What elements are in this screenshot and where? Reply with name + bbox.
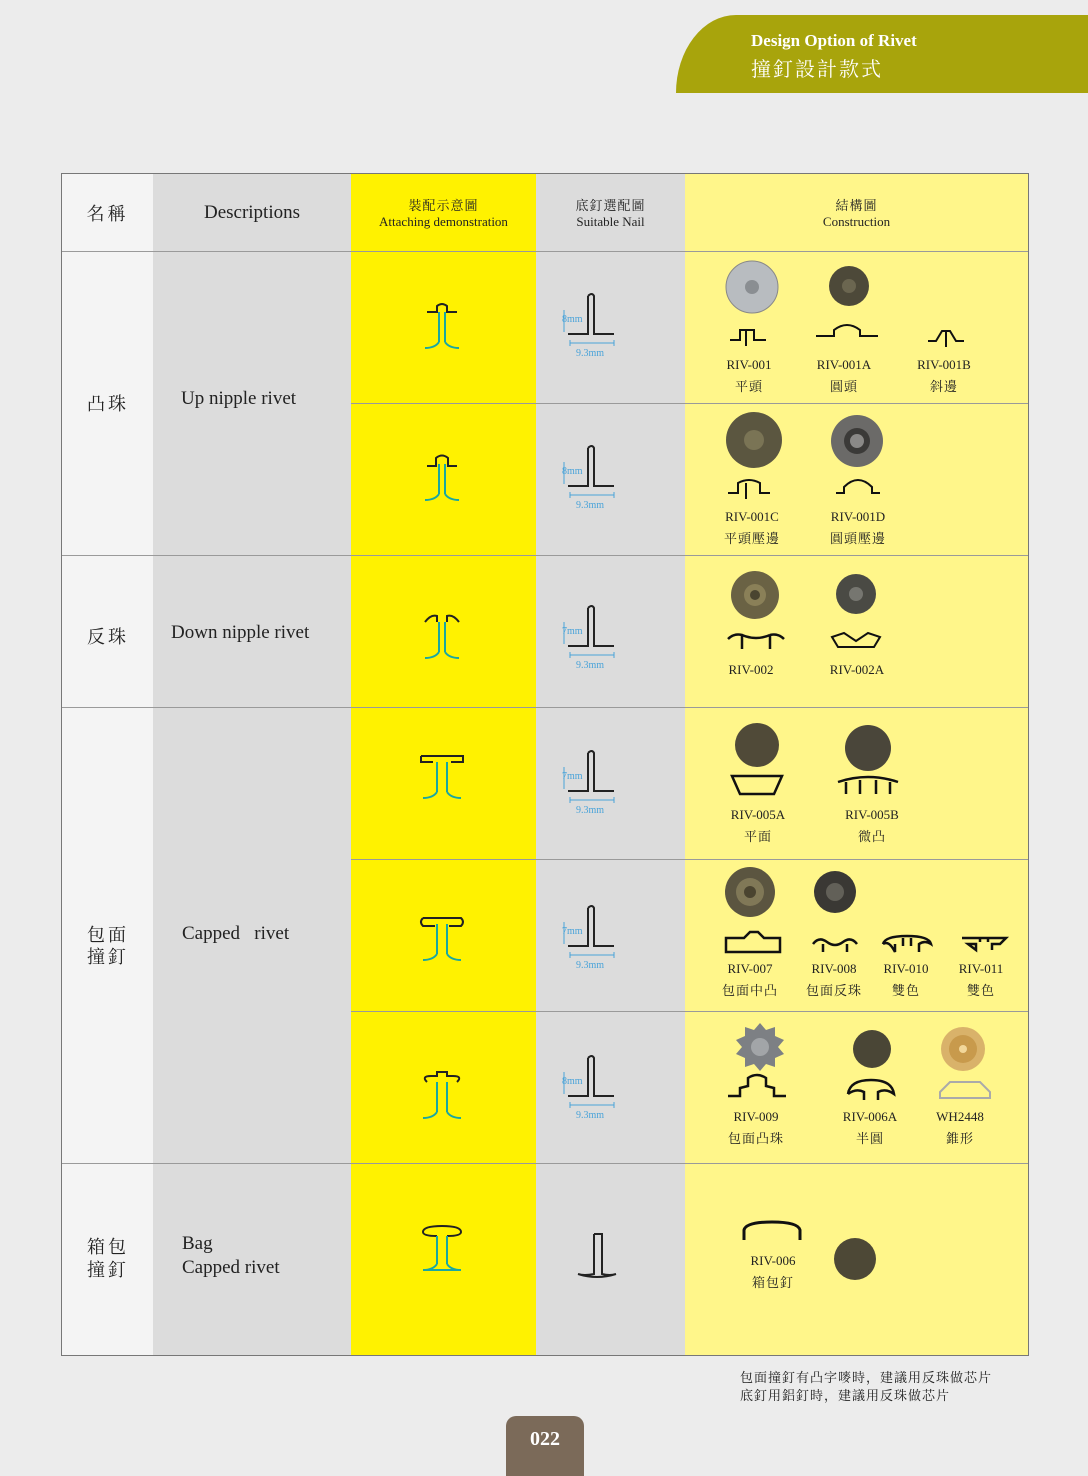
rivet-photo-riv-001d (830, 414, 884, 468)
header-attaching-zh: 裝配示意圖 (408, 199, 479, 214)
header-construction-en: Construction (822, 214, 891, 229)
rivet-photo-riv-002 (730, 570, 780, 620)
group-divider (62, 707, 1028, 708)
group-up-nipple-en: Up nipple rivet (181, 388, 297, 409)
rivet-photo-riv-002a (835, 573, 877, 615)
attach-diagram-7 (417, 1224, 467, 1274)
nail-width: 9.3mm (576, 805, 605, 816)
item-sub: 包面中凸 (721, 984, 778, 999)
item-code: RIV-006A (842, 1109, 898, 1124)
attach-diagram-3 (417, 612, 467, 660)
group-capped-zh1: 包面 (87, 925, 129, 946)
note-line: 包面撞釘有凸字嘜時，建議用反珠做芯片 (740, 1371, 993, 1386)
item-sub: 包面凸珠 (727, 1132, 784, 1147)
item-code: RIV-002A (829, 662, 885, 677)
rivet-photo-riv-001a (828, 265, 870, 307)
header-nail (536, 174, 685, 251)
group-divider (62, 1163, 1028, 1164)
rivet-photo-riv-006 (833, 1237, 877, 1281)
profile-riv-002 (726, 631, 786, 653)
header-attaching-en: Attaching demonstration (379, 214, 508, 229)
title-banner (676, 15, 1088, 93)
item-sub: 箱包釘 (751, 1276, 794, 1291)
header-construction (685, 174, 1028, 251)
item-sub: 圓頭 (829, 380, 858, 395)
group-capped-en: Capped rivet (182, 923, 290, 944)
item-code: RIV-009 (733, 1109, 779, 1124)
item-sub: 平頭壓邊 (723, 532, 780, 547)
item-sub: 平頭 (734, 380, 763, 395)
note-line: 底釘用鋁釘時，建議用反珠做芯片 (740, 1389, 951, 1404)
header-nail-en: Suitable Nail (576, 214, 645, 229)
rivet-photo-riv-009 (735, 1022, 785, 1072)
profile-riv-010 (881, 934, 933, 954)
header-construction-zh: 結構圖 (835, 199, 878, 214)
title-zh: 撞釘設計款式 (751, 57, 883, 81)
profile-riv-011 (960, 934, 1008, 954)
group-bag-en1: Bag (182, 1233, 213, 1254)
item-code: RIV-011 (958, 961, 1004, 976)
attach-diagram-4 (417, 752, 467, 800)
profile-riv-009 (726, 1072, 788, 1100)
group-down-nipple-en: Down nipple rivet (171, 622, 310, 643)
nail-width: 9.3mm (576, 500, 605, 511)
item-code: RIV-001 (726, 357, 772, 372)
nail-diagram (560, 749, 630, 819)
nail-width: 9.3mm (576, 348, 605, 359)
header-attaching (351, 174, 536, 251)
item-sub: 微凸 (857, 830, 886, 845)
nail-width: 9.3mm (576, 660, 605, 671)
item-sub: 雙色 (891, 984, 920, 999)
rivet-photo-riv-001 (725, 260, 779, 314)
item-sub: 平面 (743, 830, 772, 845)
item-code: WH2448 (936, 1109, 984, 1124)
group-bag-zh1: 箱包 (87, 1237, 129, 1258)
row-divider (351, 1011, 1028, 1012)
group-bag-zh2: 撞釘 (87, 1260, 129, 1281)
col-name (62, 174, 153, 1355)
row-divider (351, 403, 1028, 404)
profile-riv-001a (814, 322, 880, 342)
nail-height: 7mm (562, 626, 583, 637)
nail-diagram (560, 604, 630, 674)
nail-height: 7mm (562, 771, 583, 782)
profile-riv-002a (830, 631, 882, 653)
item-sub: 錐形 (945, 1132, 974, 1147)
item-code: RIV-001C (725, 509, 779, 524)
group-divider (62, 555, 1028, 556)
rivet-photo-riv-001c (725, 411, 783, 469)
nail-height: 8mm (562, 1076, 583, 1087)
header-name-text: 名稱 (86, 203, 129, 225)
nail-height: 8mm (562, 314, 583, 325)
attach-diagram-6 (417, 1072, 467, 1120)
profile-riv-006a (846, 1078, 896, 1102)
rivet-photo-wh2448 (940, 1026, 986, 1072)
profile-riv-001b (926, 327, 966, 347)
item-code: RIV-001D (830, 509, 886, 524)
profile-riv-007 (724, 930, 782, 954)
item-code: RIV-001B (917, 357, 971, 372)
item-code: RIV-001A (816, 357, 872, 372)
nail-diagram (560, 292, 630, 362)
attach-diagram-5 (417, 914, 467, 962)
group-capped-zh2: 撞釘 (87, 947, 129, 968)
header-descriptions (153, 174, 351, 251)
nail-width: 9.3mm (576, 960, 605, 971)
nail-width: 9.3mm (576, 1110, 605, 1121)
profile-riv-001d (834, 477, 882, 499)
header-nail-zh: 底釘選配圖 (575, 199, 646, 214)
profile-riv-005a (730, 774, 784, 798)
nail-height: 7mm (562, 926, 583, 937)
nail-diagram-bag (572, 1230, 632, 1290)
profile-riv-005b (836, 774, 900, 798)
attach-diagram-1 (417, 302, 467, 350)
item-code: RIV-006 (750, 1253, 796, 1268)
rivet-photo-riv-006a (852, 1029, 892, 1069)
profile-riv-001 (728, 326, 768, 346)
profile-riv-006 (742, 1220, 802, 1244)
notes (740, 1370, 992, 1406)
item-sub: 包面反珠 (805, 984, 862, 999)
item-sub: 圓頭壓邊 (829, 532, 886, 547)
group-bag-en2: Capped rivet (182, 1257, 280, 1278)
item-code: RIV-005A (730, 807, 786, 822)
header-name (62, 174, 153, 251)
item-sub: 雙色 (966, 984, 995, 999)
rivet-table (61, 173, 1029, 1356)
item-code: RIV-008 (811, 961, 857, 976)
profile-wh2448 (938, 1080, 992, 1100)
nail-diagram (560, 444, 630, 514)
nail-height: 8mm (562, 466, 583, 477)
profile-riv-008 (811, 936, 859, 954)
item-code: RIV-010 (883, 961, 929, 976)
col-descriptions (153, 174, 351, 1355)
rivet-photo-riv-007 (724, 866, 776, 918)
group-up-nipple-zh: 凸珠 (87, 394, 129, 415)
nail-diagram (560, 1054, 630, 1124)
group-down-nipple-zh: 反珠 (87, 627, 129, 648)
item-sub: 半圓 (855, 1132, 884, 1147)
header-divider (62, 251, 1028, 252)
header-descriptions-text: Descriptions (203, 201, 301, 223)
rivet-photo-riv-005b (844, 724, 892, 772)
item-code: RIV-005B (845, 807, 899, 822)
attach-diagram-2 (417, 454, 467, 502)
title-en: Design Option of Rivet (751, 31, 917, 50)
profile-riv-001c (726, 477, 772, 499)
rivet-photo-riv-005a (734, 722, 780, 768)
item-code: RIV-007 (727, 961, 773, 976)
item-code: RIV-002 (728, 662, 774, 677)
page-number: 022 (506, 1416, 584, 1476)
nail-diagram (560, 904, 630, 974)
item-sub: 斜邊 (929, 380, 958, 395)
rivet-photo-riv-008 (813, 870, 857, 914)
row-divider (351, 859, 1028, 860)
